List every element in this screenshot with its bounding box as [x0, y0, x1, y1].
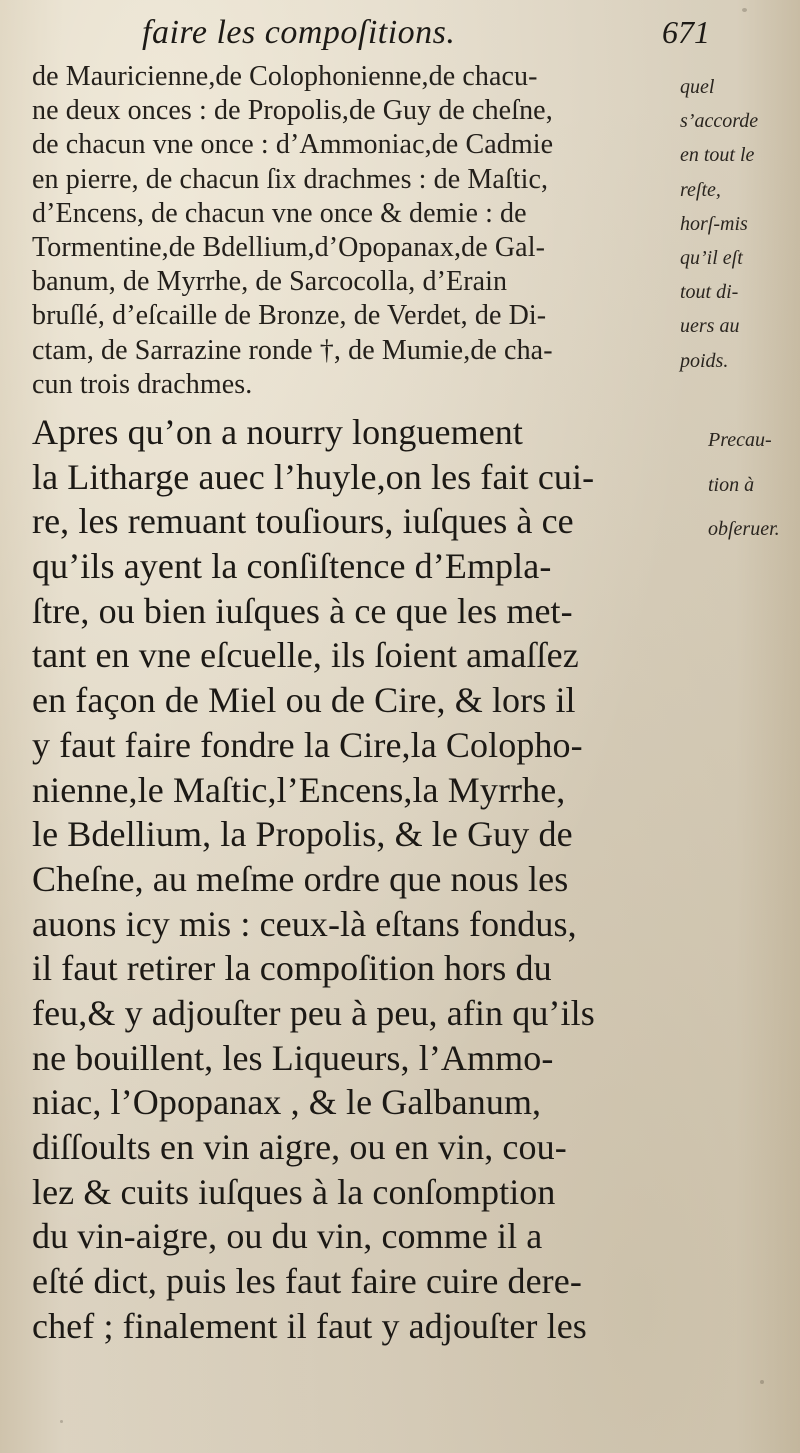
paper-speck [60, 1420, 63, 1423]
text-line: ne bouillent, les Liqueurs, l’Ammo- [32, 1037, 554, 1078]
text-line: re, les remuant touſiours, iuſques à ce [32, 501, 574, 542]
margin-note-weight [680, 70, 798, 378]
text-line: en façon de Miel ou de Cire, & lors il [32, 680, 576, 721]
text-line: en pierre, de chacun ſix drachmes : de Maſtic, [32, 163, 549, 195]
text-line: ctam, de Sarrazine ronde †, de Mumie,de cha- [32, 334, 553, 366]
margin-note-line: tout di- [680, 281, 739, 304]
text-line: d’Encens, de chacun vne once & demie : de [32, 197, 527, 229]
text-line: Apres qu’on a nourry longuement [32, 412, 523, 452]
paper-speck [760, 1380, 764, 1384]
text-line: Cheſne, au meſme ordre que nous les [32, 858, 569, 899]
text-line: ſtre, ou bien iuſques à ce que les met- [32, 590, 573, 631]
margin-note-line: reſte, [680, 178, 721, 201]
text-line: de Mauricienne,de Colophonienne,de chacu- [32, 61, 538, 92]
page-number: 671 [662, 14, 710, 50]
text-line: le Bdellium, la Propolis, & le Guy de [32, 814, 573, 855]
method-paragraph [32, 410, 722, 1348]
running-title: faire les compoſitions. [142, 14, 456, 51]
text-line: du vin-aigre, ou du vin, comme il a [32, 1216, 543, 1257]
text-line: cun trois drachmes. [32, 368, 253, 400]
margin-note-line: poids. [680, 349, 729, 372]
running-head [120, 10, 710, 56]
margin-note-line: tion à [708, 473, 755, 496]
paper-speck [742, 8, 747, 12]
margin-note-line: en tout le [680, 144, 755, 167]
text-line: tant en vne eſcuelle, ils ſoient amaſſez [32, 635, 579, 676]
text-line: qu’ils ayent la conſiſtence d’Empla- [32, 546, 552, 587]
margin-note-line: obſeruer. [708, 518, 780, 541]
text-line: eſté dict, puis les faut faire cuire dere- [32, 1261, 582, 1302]
text-line: ne deux onces : de Propolis,de Guy de cheſne, [32, 95, 553, 127]
text-line: banum, de Myrrhe, de Sarcocolla, d’Erain [32, 266, 508, 298]
text-line: nienne,le Maſtic,l’Encens,la Myrrhe, [32, 769, 566, 810]
margin-note-line: uers au [680, 315, 740, 338]
text-line: y faut faire fondre la Cire,la Colopho- [32, 724, 583, 765]
text-line: il faut retirer la compoſition hors du [32, 948, 552, 989]
margin-note-line: quel [680, 76, 715, 98]
text-line: chef ; finalement il faut y adjouſter les [32, 1305, 587, 1346]
text-line: niac, l’Opopanax , & le Galbanum, [32, 1082, 542, 1123]
margin-note-line: qu’il eſt [680, 246, 743, 269]
ingredient-paragraph [32, 60, 672, 402]
text-line: Tormentine,de Bdellium,d’Opopanax,de Gal- [32, 231, 545, 263]
margin-note-line: horſ-mis [680, 212, 748, 235]
text-line: la Litharge auec l’huyle,on les fait cui- [32, 456, 595, 497]
text-line: feu,& y adjouſter peu à peu, afin qu’ils [32, 992, 595, 1033]
margin-note-line: s’accorde [680, 110, 759, 133]
margin-note-precaution [708, 418, 800, 552]
text-line: auons icy mis : ceux-là eſtans fondus, [32, 903, 577, 944]
text-line: de chacun vne once : d’Ammoniac,de Cadmie [32, 129, 554, 161]
text-line: lez & cuits iuſques à la conſomption [32, 1171, 556, 1212]
margin-note-line: Precau- [708, 429, 772, 451]
text-line: diſſoults en vin aigre, ou en vin, cou- [32, 1127, 567, 1167]
text-line: bruſlé, d’eſcaille de Bronze, de Verdet, de Di- [32, 300, 547, 332]
